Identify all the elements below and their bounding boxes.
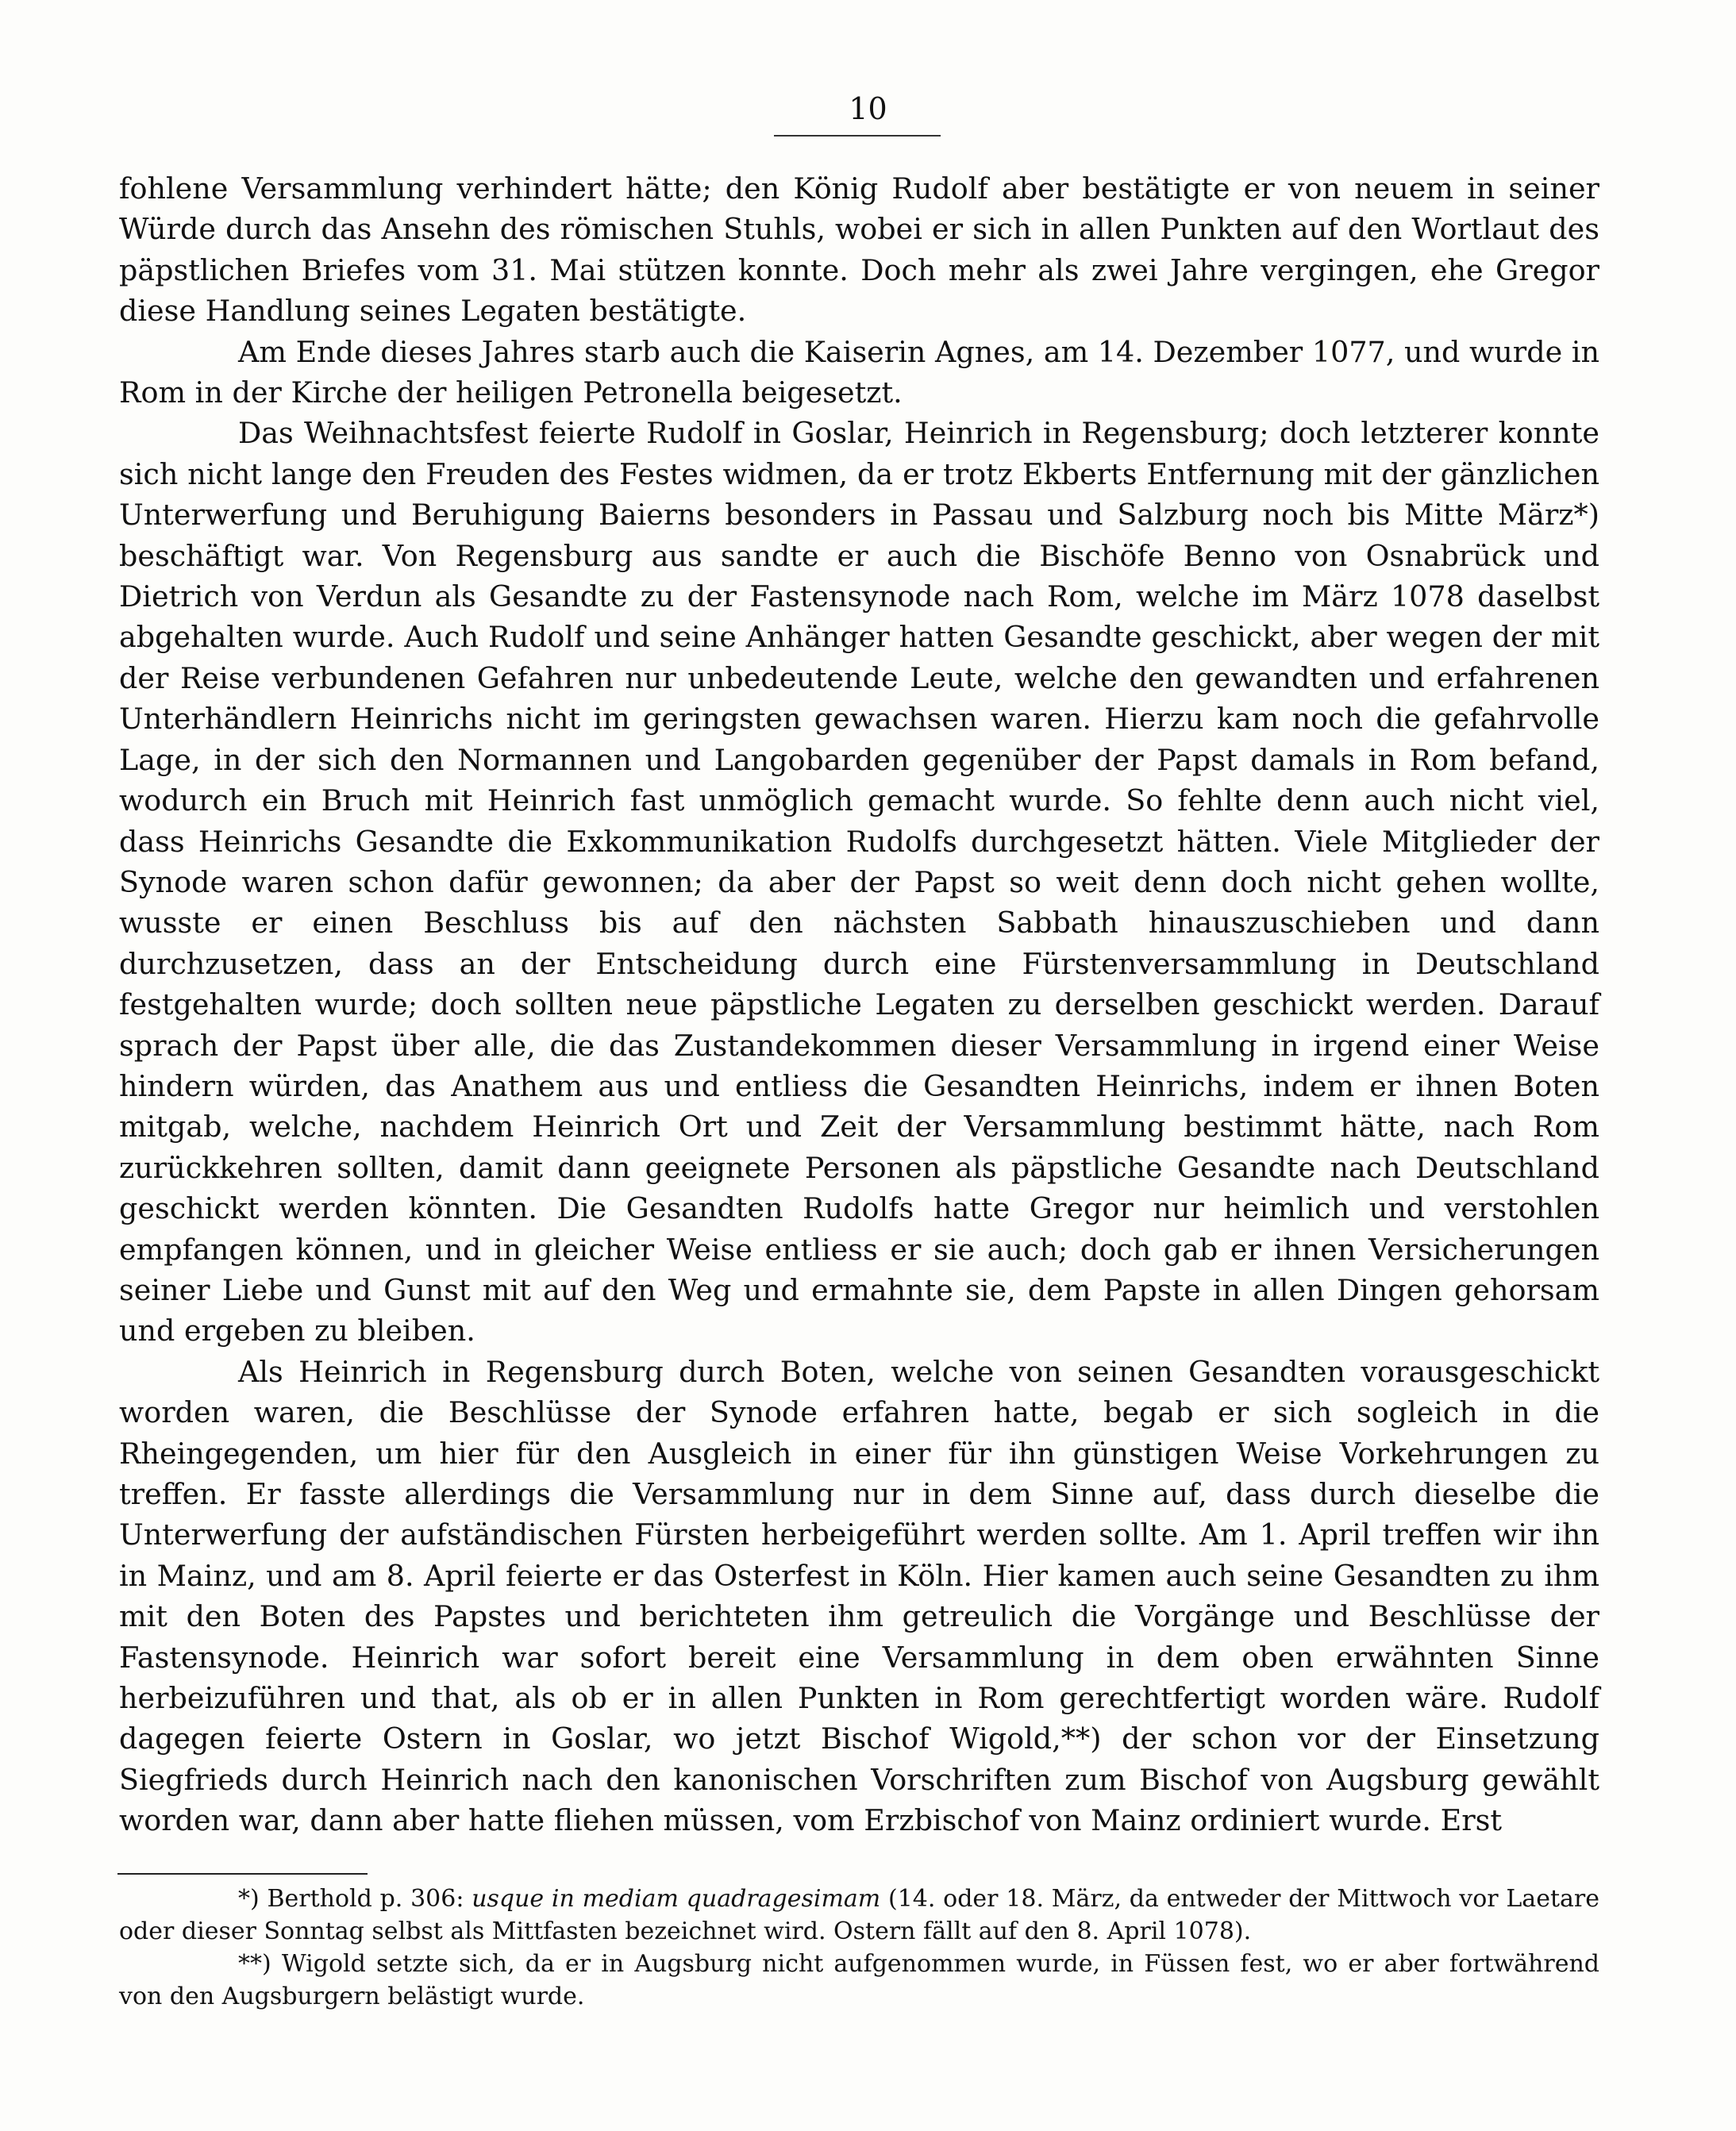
page-number-rule [774,135,941,137]
footnote-rule [117,1873,368,1875]
paragraph-3: Das Weihnachtsfest feierte Rudolf in Goslar, Heinrich in Regensburg; doch letzterer konnte sich nicht lange den Freuden des Festes widmen, da er trotz Ekberts Entfernung mit der gänzlichen Unterwerfung und Beruhigung Baierns besonders in Passau und Salzburg noch bis Mitte März*) beschäftigt war. Von Regensburg aus sandte er auch die Bischöfe Benno von Osnabrück und Dietrich von Verdun als Gesandte zu der Fastensynode nach Rom, welche im März 1078 daselbst abgehalten wurde. Auch Rudolf und seine Anhänger hatten Gesandte geschickt, aber wegen der mit der Reise verbundenen Gefahren nur unbedeutende Leute, welche den gewandten und erfahrenen Unterhändlern Heinrichs nicht im geringsten gewachsen waren. Hierzu kam noch die gefahrvolle Lage, in der sich den Normannen und Langobarden gegenüber der Papst damals in Rom befand, wodurch ein Bruch mit Heinrich fast unmöglich gemacht wurde. So fehlte denn auch nicht viel, dass Heinrichs Gesandte die Exkommunikation Rudolfs durchgesetzt hätten. Viele Mitglieder der Synode waren schon dafür gewonnen; da aber der Papst so weit denn doch nicht gehen wollte, wusste er einen Beschluss bis auf den nächsten Sabbath hinauszuschieben und dann durchzusetzen, dass an der Entscheidung durch eine Fürstenversammlung in Deutschland festgehalten wurde; doch sollten neue päpstliche Legaten zu derselben geschickt werden. Darauf sprach der Papst über alle, die das Zustandekommen dieser Versammlung in irgend einer Weise hindern würden, das Anathem aus und entliess die Gesandten Heinrichs, indem er ihnen Boten mitgab, welche, nachdem Heinrich Ort und Zeit der Versammlung bestimmt hätte, nach Rom zurückkehren sollten, damit dann geeignete Personen als päpstliche Gesandte nach Deutschland geschickt werden könnten. Die Gesandten Rudolfs hatte Gregor nur heimlich und verstohlen empfangen können, und in gleicher Weise entliess er sie auch; doch gab er ihnen Versicherungen seiner Liebe und Gunst mit auf den Weg und ermahnte sie, dem Papste in allen Dingen gehorsam und ergeben zu bleiben. [119,416,1599,1348]
paragraph-1: fohlene Versammlung verhindert hätte; den König Rudolf aber bestätigte er von neuem in seiner Würde durch das Ansehn des römischen Stuhls, wobei er sich in allen Punkten auf den Wortlaut des päpstlichen Briefes vom 31. Mai stützen konnte. Doch mehr als zwei Jahre vergingen, ehe Gregor diese Handlung seines Legaten bestätigte. [119,171,1599,329]
footnote-1-quote: usque in mediam quadragesimam [472,1885,881,1913]
footnote-1 [119,1883,1599,1948]
page-number: 10 [849,91,887,126]
footnote-1-lead: *) Berthold p. 306: [238,1885,472,1913]
paragraph-2: Am Ende dieses Jahres starb auch die Kaiserin Agnes, am 14. Dezember 1077, und wurde in Rom in der Kirche der heiligen Petronella beigesetzt. [119,334,1599,410]
body-text [119,168,1599,1841]
paragraph-4: Als Heinrich in Regensburg durch Boten, welche von seinen Gesandten vorausgeschickt worden waren, die Beschlüsse der Synode erfahren hatte, begab er sich sogleich in die Rheingegenden, um hier für den Ausgleich in einer für ihn günstigen Weise Vorkehrungen zu treffen. Er fasste allerdings die Versammlung nur in dem Sinne auf, dass durch dieselbe die Unterwerfung der aufständischen Fürsten herbeigeführt werden sollte. Am 1. April treffen wir ihn in Mainz, und am 8. April feierte er das Osterfest in Köln. Hier kamen auch seine Gesandten zu ihm mit den Boten des Papstes und berichteten ihm getreulich die Vorgänge und Beschlüsse der Fastensynode. Heinrich war sofort bereit eine Versammlung in dem oben erwähnten Sinne herbeizuführen und that, als ob er in allen Punkten in Rom gerechtfertigt worden wäre. Rudolf dagegen feierte Ostern in Goslar, wo jetzt Bischof Wigold,**) der schon vor der Einsetzung Siegfrieds durch Heinrich nach den kanonischen Vorschriften zum Bischof von Augsburg gewählt worden war, dann aber hatte fliehen müssen, vom Erzbischof von Mainz ordiniert wurde. Erst [119,1354,1599,1838]
footnote-1-rest: (14. oder 18. März, da entweder der Mittwoch vor Laetare oder dieser Sonntag selbst als Mittfasten bezeichnet wird. Ostern fällt auf den 8. April 1078). [119,1885,1599,1945]
footnotes [119,1883,1599,2013]
footnote-2: **) Wigold setzte sich, da er in Augsburg nicht aufgenommen wurde, in Füssen fest, wo er aber fortwährend von den Augsburgern belästigt wurde. [119,1950,1599,2010]
